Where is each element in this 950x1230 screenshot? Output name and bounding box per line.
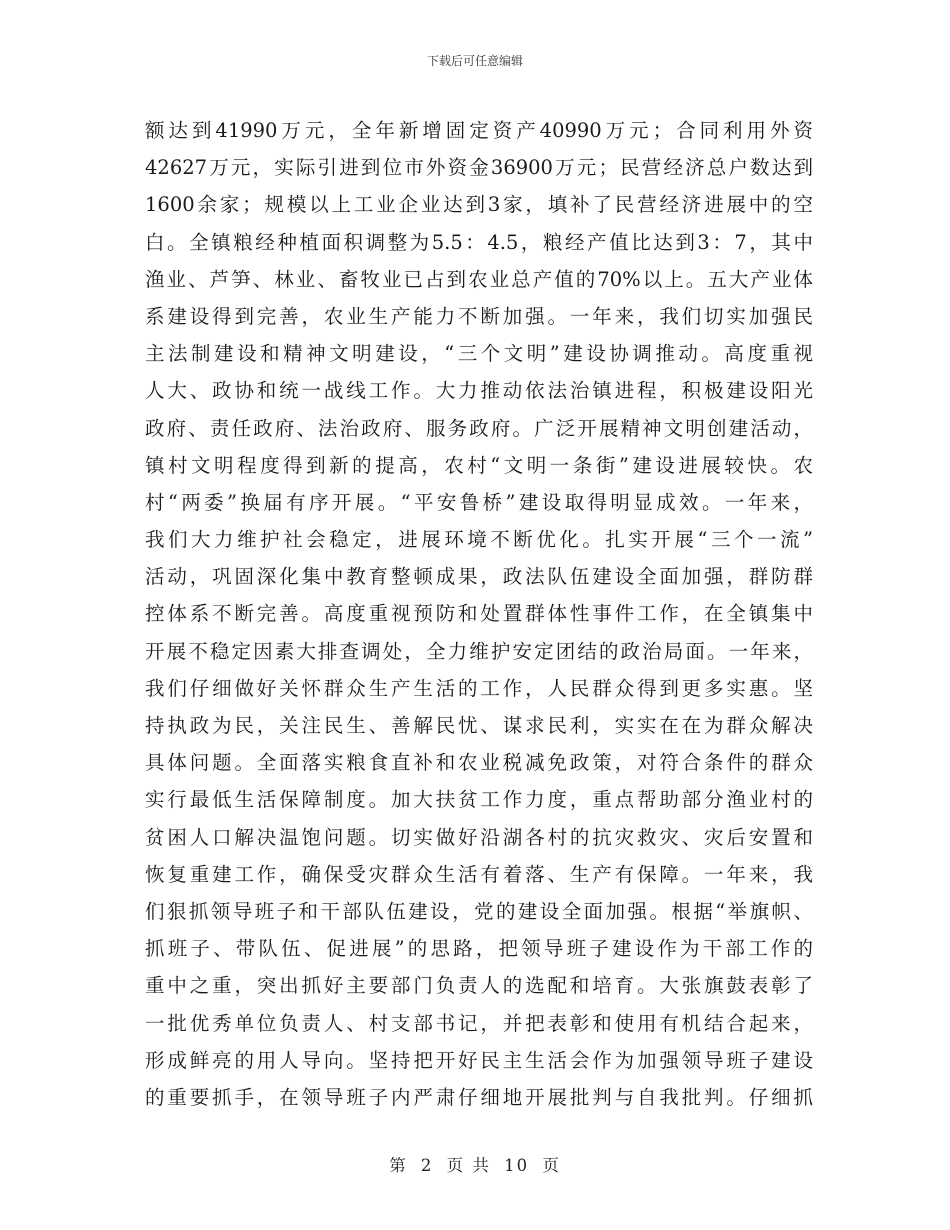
text-line: 开展不稳定因素大排查调处，全力维护安定团结的政治局面。一年来， <box>145 639 813 663</box>
text-line: 持执政为民，关注民生、善解民忧、谋求民利，实实在在为群众解决 <box>145 714 813 737</box>
page-footer <box>0 1152 950 1176</box>
text-line: 活动，巩固深化集中教育整顿成果，政法队伍建设全面加强，群防群 <box>145 565 813 589</box>
text-line: 我们大力维护社会稳定，进展环境不断优化。扎实开展“三个一流” <box>145 528 813 552</box>
text-line: 白。全镇粮经种植面积调整为5.5：4.5，粮经产值比达到3：7，其中 <box>145 230 813 254</box>
text-line: 们狠抓领导班子和干部队伍建设，党的建设全面加强。根据“举旗帜、 <box>145 899 813 923</box>
text-line: 镇村文明程度得到新的提高，农村“文明一条街”建设进展较快。农 <box>145 453 813 477</box>
footer-page-number: 2 <box>420 1156 434 1175</box>
footer-total-pages: 10 <box>504 1156 530 1175</box>
text-line: 形成鲜亮的用人导向。坚持把开好民主生活会作为加强领导班子建设 <box>145 1048 813 1072</box>
text-line: 恢复重建工作，确保受灾群众生活有着落、生产有保障。一年来，我 <box>145 862 813 886</box>
text-line: 贫困人口解决温饱问题。切实做好沿湖各村的抗灾救灾、灾后安置和 <box>145 825 813 849</box>
text-line: 42627万元，实际引进到位市外资金36900万元；民营经济总户数达到 <box>145 156 813 180</box>
text-line: 抓班子、带队伍、促进展”的思路，把领导班子建设作为干部工作的 <box>145 937 813 961</box>
text-line: 重中之重，突出抓好主要部门负责人的选配和培育。大张旗鼓表彰了 <box>145 974 813 998</box>
footer-prefix: 第 <box>389 1156 408 1175</box>
text-line: 村“两委”换届有序开展。“平安鲁桥”建设取得明显成效。一年来， <box>145 490 813 514</box>
text-line: 控体系不断完善。高度重视预防和处置群体性事件工作，在全镇集中 <box>145 602 813 626</box>
text-line: 系建设得到完善，农业生产能力不断加强。一年来，我们切实加强民 <box>145 304 813 328</box>
text-line: 具体问题。全面落实粮食直补和农业税减免政策，对符合条件的群众 <box>145 751 813 775</box>
text-line: 主法制建设和精神文明建设，“三个文明”建设协调推动。高度重视 <box>145 342 813 366</box>
text-line: 一批优秀单位负责人、村支部书记，并把表彰和使用有机结合起来， <box>145 1011 813 1035</box>
text-line: 人大、政协和统一战线工作。大力推动依法治镇进程，积极建设阳光 <box>145 379 813 403</box>
text-line: 实行最低生活保障制度。加大扶贫工作力度，重点帮助部分渔业村的 <box>145 788 813 812</box>
page-header: 下载后可任意编辑 <box>426 54 523 68</box>
body-text <box>145 112 813 1116</box>
text-line: 政府、责任政府、法治政府、服务政府。广泛开展精神文明创建活动， <box>145 416 813 440</box>
footer-middle: 页 共 <box>446 1156 491 1175</box>
text-line: 额达到41990万元，全年新增固定资产40990万元；合同利用外资 <box>145 119 813 142</box>
text-line: 我们仔细做好关怀群众生产生活的工作，人民群众得到更多实惠。坚 <box>145 676 813 700</box>
text-line: 渔业、芦笋、林业、畜牧业已占到农业总产值的70%以上。五大产业体 <box>145 267 813 291</box>
text-line: 1600余家；规模以上工业企业达到3家，填补了民营经济进展中的空 <box>145 193 813 217</box>
text-line: 的重要抓手，在领导班子内严肃仔细地开展批判与自我批判。仔细抓 <box>145 1085 813 1109</box>
footer-suffix: 页 <box>542 1156 561 1175</box>
